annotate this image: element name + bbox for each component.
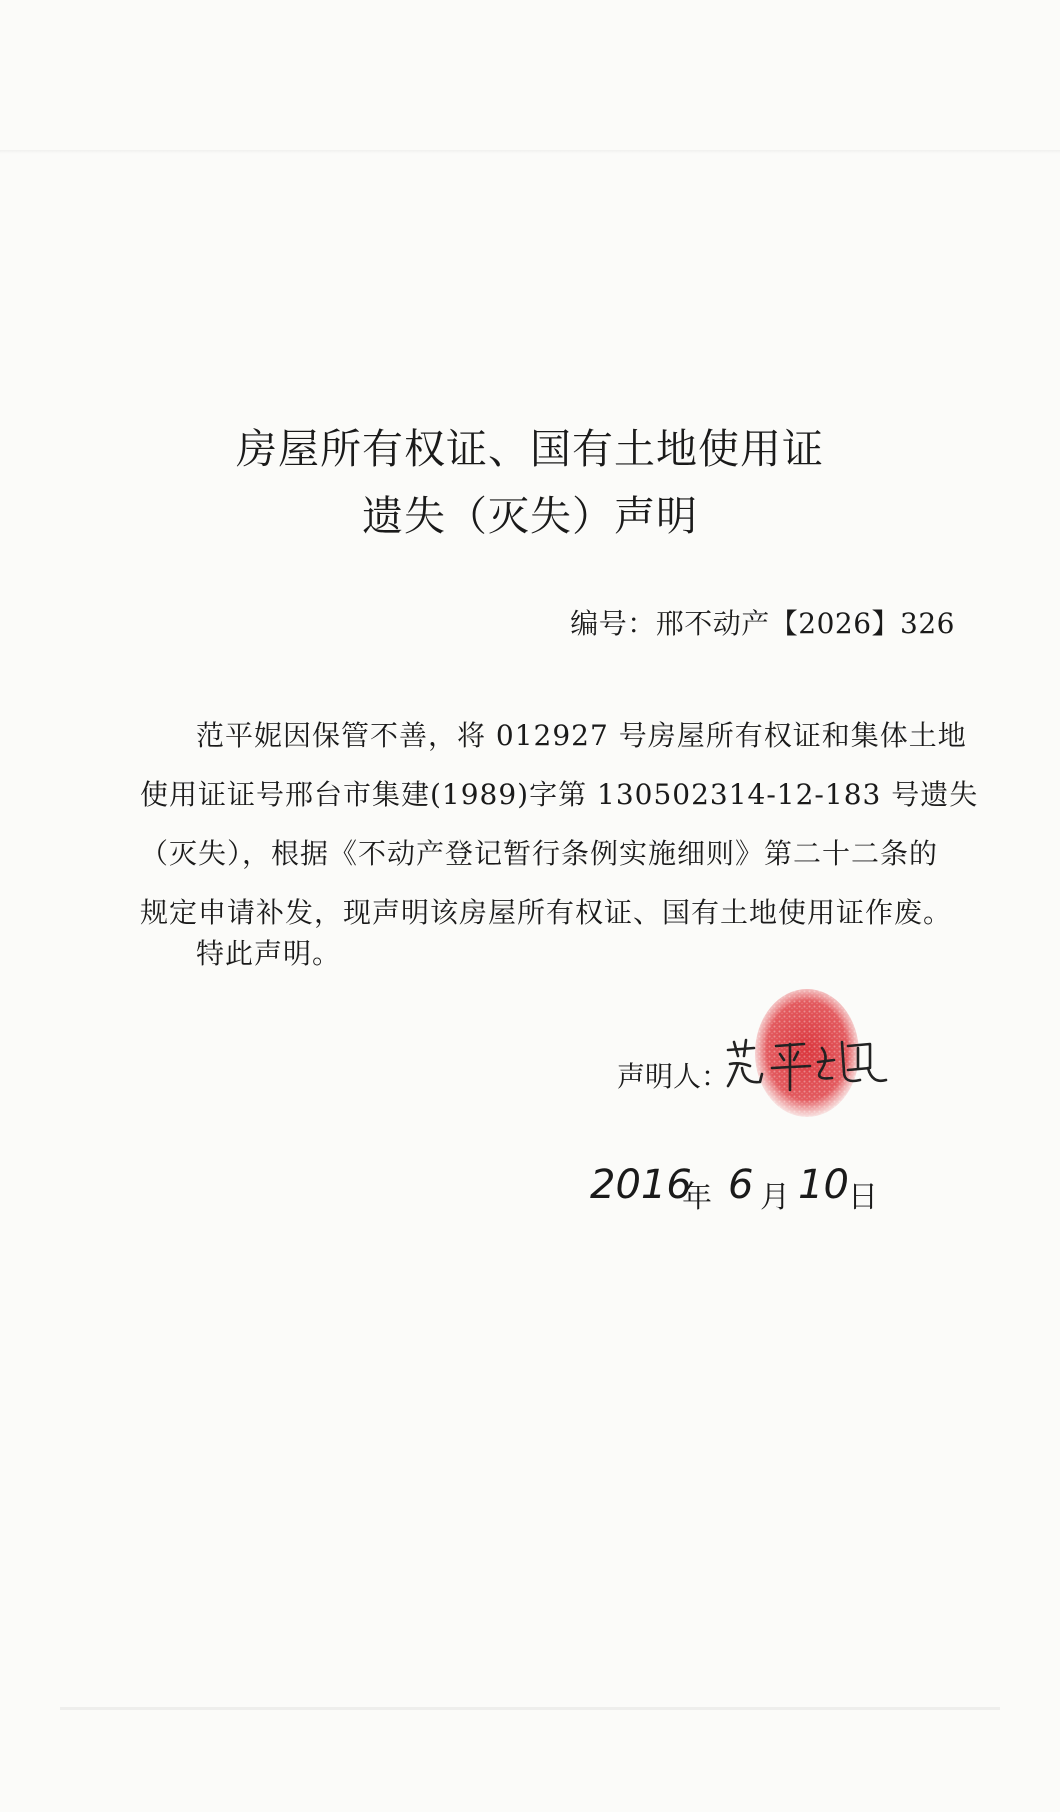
body-line: 使用证证号邢台市集建(1989)字第 130502314-12-183 号遗失 xyxy=(140,778,979,811)
body-line: 规定申请补发，现声明该房屋所有权证、国有土地使用证作废。 xyxy=(140,896,953,929)
date-year-unit: 年 xyxy=(682,1180,712,1215)
handwritten-signature xyxy=(720,1028,890,1098)
body-line: （灭失），根据《不动产登记暂行条例实施细则》第二十二条的 xyxy=(140,837,939,870)
closing-statement: 特此声明。 xyxy=(196,937,342,970)
paper-top-edge xyxy=(0,150,1060,154)
date-month-unit: 月 xyxy=(760,1180,790,1215)
document-number: 编号：邢不动产【2026】326 xyxy=(570,607,955,640)
date-day-unit: 日 xyxy=(848,1180,878,1215)
paper-bottom-edge xyxy=(60,1707,1000,1710)
date-day: 10 xyxy=(798,1162,849,1208)
title-line-1: 房屋所有权证、国有土地使用证 xyxy=(236,425,824,473)
date-year: 2016 xyxy=(590,1162,692,1208)
body-line: 范平妮因保管不善，将 012927 号房屋所有权证和集体土地 xyxy=(196,719,967,752)
date-month: 6 xyxy=(728,1162,754,1208)
title-line-2: 遗失（灭失）声明 xyxy=(362,492,698,540)
statement-body xyxy=(140,706,979,942)
declarant-label: 声明人： xyxy=(617,1060,730,1093)
signing-date xyxy=(590,1160,878,1220)
